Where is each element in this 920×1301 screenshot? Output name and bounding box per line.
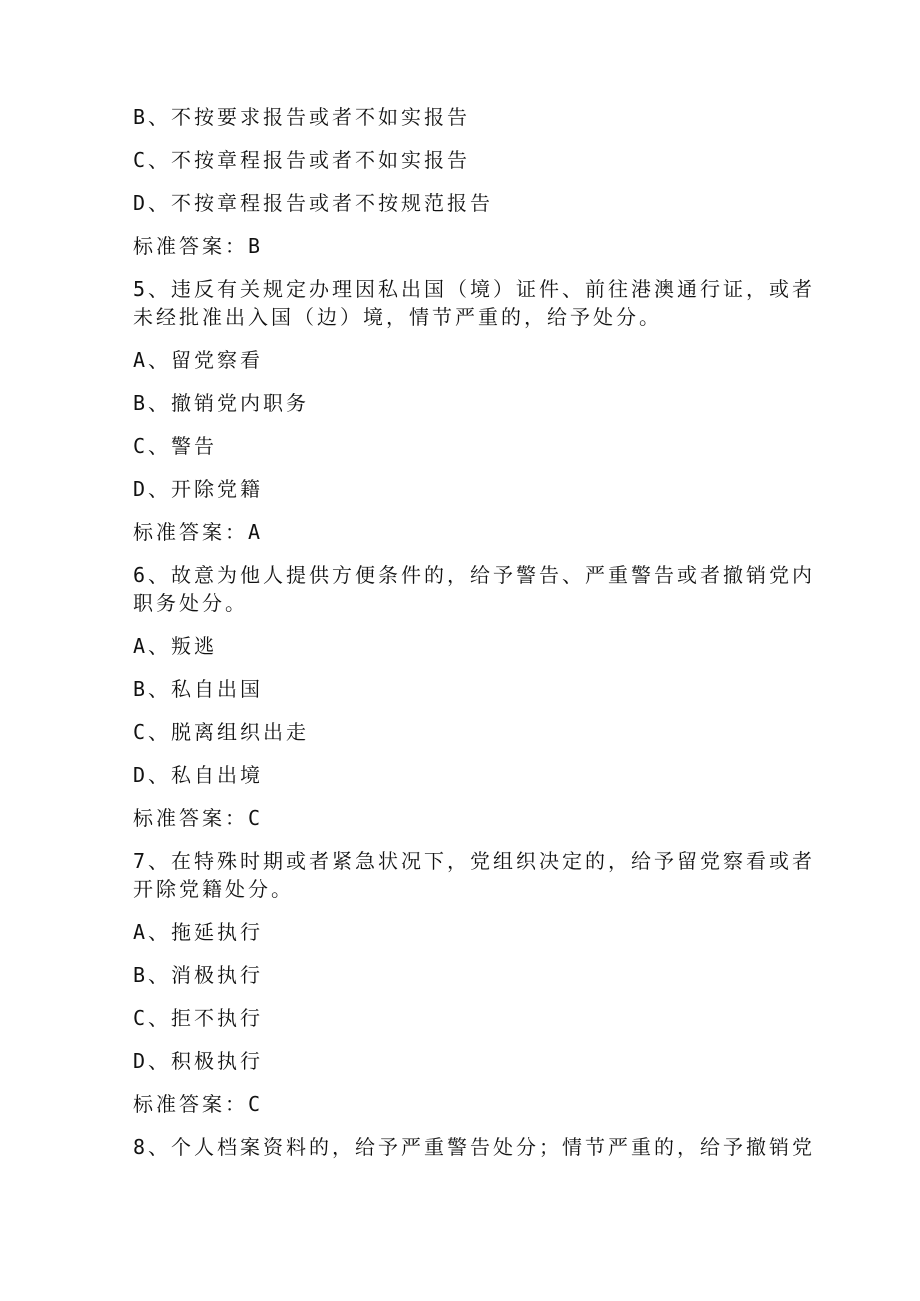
question-6-option-c: C、脱离组织出走 bbox=[133, 720, 310, 744]
question-8-line-1: 8、个人档案资料的，给予严重警告处分；情节严重的，给予撤销党 bbox=[133, 1135, 816, 1159]
option-d: D、不按章程报告或者不按规范报告 bbox=[133, 191, 494, 215]
question-5-option-d: D、开除党籍 bbox=[133, 477, 264, 501]
option-c: C、不按章程报告或者不如实报告 bbox=[133, 148, 471, 172]
question-5-option-b: B、撤销党内职务 bbox=[133, 391, 310, 415]
question-6-option-d: D、私自出境 bbox=[133, 763, 264, 787]
question-6-line-2: 职务处分。 bbox=[133, 591, 248, 615]
question-7-line-2: 开除党籍处分。 bbox=[133, 877, 294, 901]
question-5-line-1: 5、违反有关规定办理因私出国（境）证件、前往港澳通行证，或者 bbox=[133, 277, 816, 301]
question-7-option-a: A、拖延执行 bbox=[133, 920, 264, 944]
question-6-line-1: 6、故意为他人提供方便条件的，给予警告、严重警告或者撤销党内 bbox=[133, 563, 816, 587]
option-b: B、不按要求报告或者不如实报告 bbox=[133, 105, 471, 129]
question-5-option-a: A、留党察看 bbox=[133, 348, 264, 372]
question-5-line-2: 未经批准出入国（边）境，情节严重的，给予处分。 bbox=[133, 305, 662, 329]
question-6-option-a: A、叛逃 bbox=[133, 634, 218, 658]
question-6-answer: 标准答案：C bbox=[133, 806, 264, 830]
question-7-option-b: B、消极执行 bbox=[133, 963, 264, 987]
question-5-option-c: C、警告 bbox=[133, 434, 218, 458]
question-7-answer: 标准答案：C bbox=[133, 1092, 264, 1116]
question-7-option-d: D、积极执行 bbox=[133, 1049, 264, 1073]
question-5-answer: 标准答案：A bbox=[133, 520, 264, 544]
question-6-option-b: B、私自出国 bbox=[133, 677, 264, 701]
answer: 标准答案：B bbox=[133, 234, 264, 258]
question-7-line-1: 7、在特殊时期或者紧急状况下，党组织决定的，给予留党察看或者 bbox=[133, 849, 816, 873]
question-7-option-c: C、拒不执行 bbox=[133, 1006, 264, 1030]
